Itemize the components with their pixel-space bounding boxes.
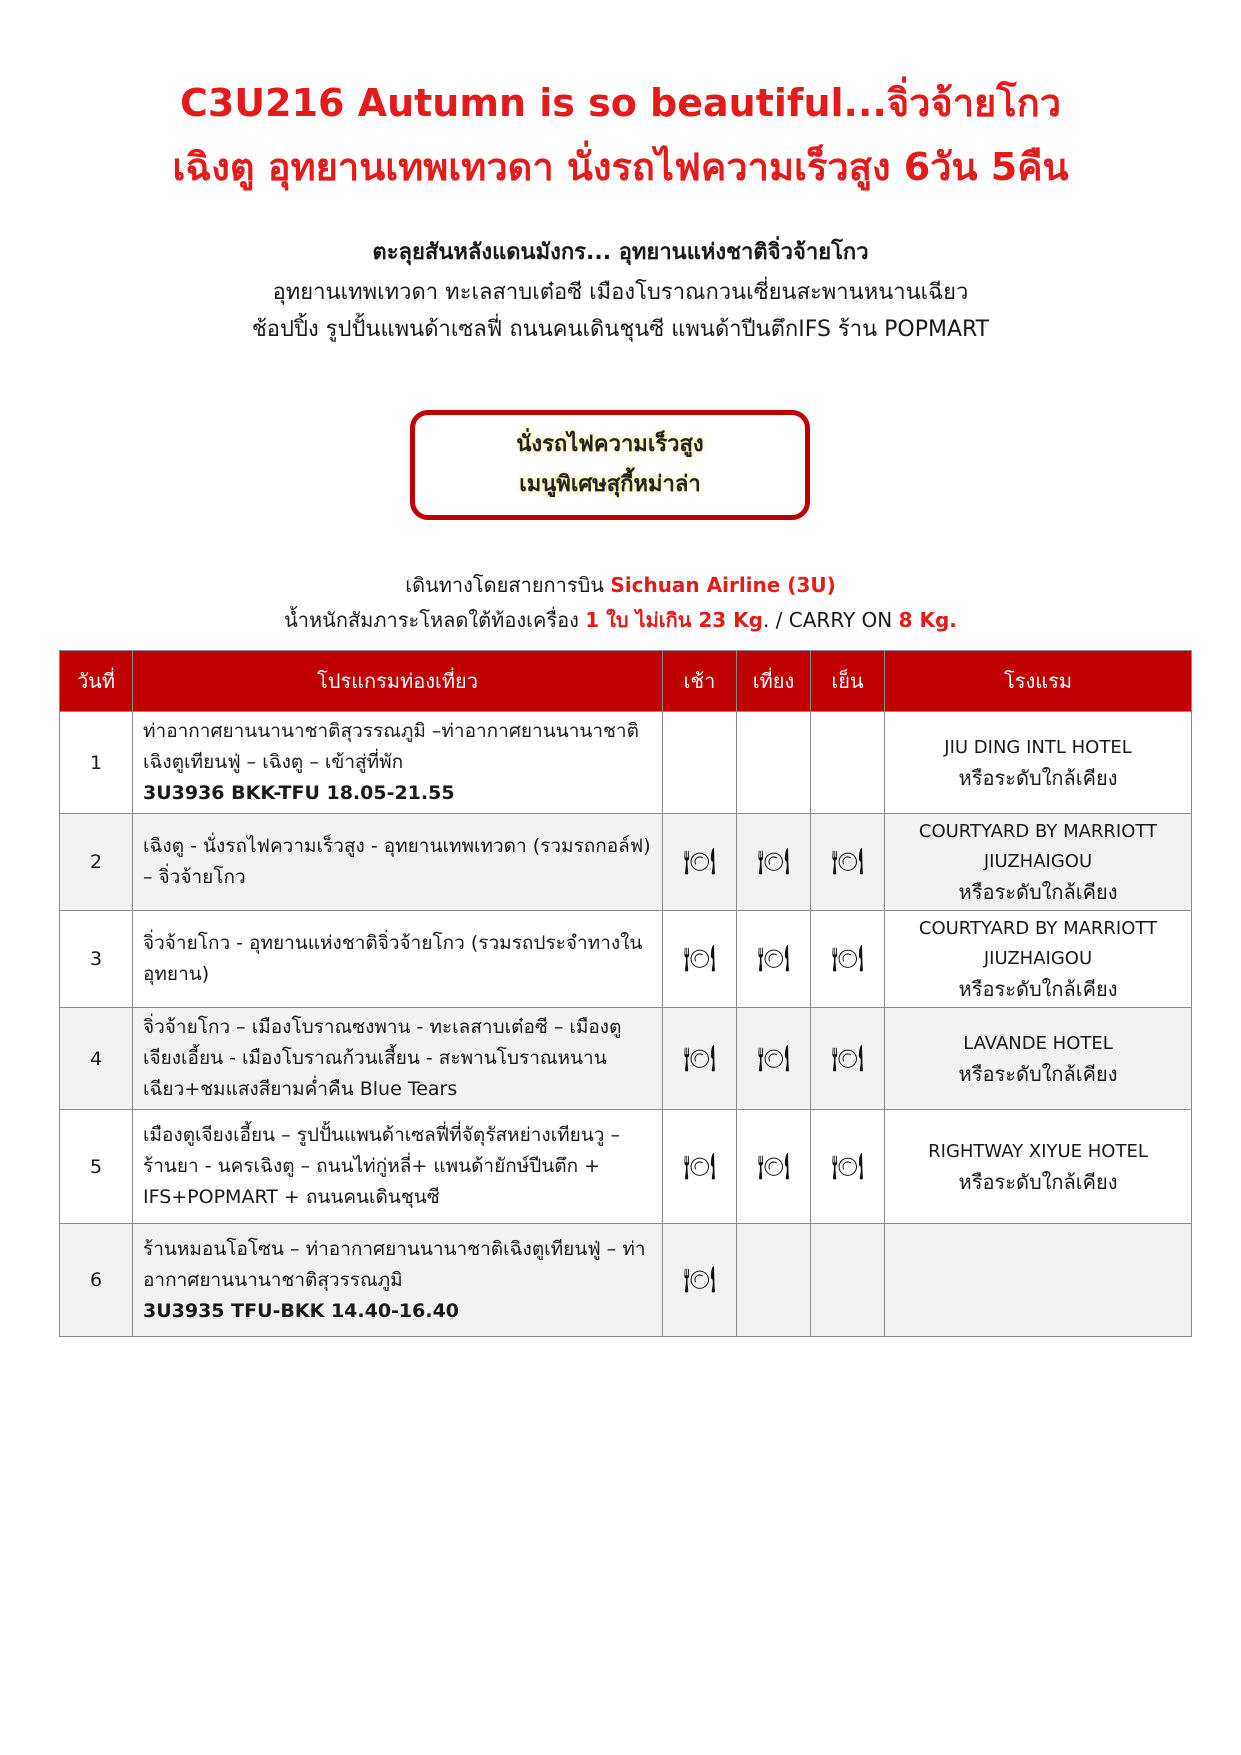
breakfast-cell: [663, 911, 737, 1008]
table-row: [60, 814, 1192, 911]
hotel-name: RIGHTWAY XIYUE HOTEL: [928, 1140, 1148, 1162]
day-number: 2: [60, 814, 133, 911]
program-cell: [133, 1110, 663, 1224]
program-cell: [133, 1008, 663, 1110]
plate-cutlery-icon: 🍽: [830, 1043, 864, 1074]
airline-name: Sichuan Airline (3U): [610, 573, 836, 597]
program-text: เฉิงตู - นั่งรถไฟความเร็วสูง - อุทยานเทพเทวดา (รวมรถกอล์ฟ) – จิ่วจ้ายโกว: [143, 835, 651, 888]
tagline: ตะลุยสันหลังแดนมังกร... อุทยานแห่งชาติจิ่วจ้ายโกว: [372, 240, 869, 265]
table-row: [60, 712, 1192, 814]
table-row: [60, 1008, 1192, 1110]
plate-cutlery-icon: 🍽: [682, 944, 716, 974]
flight-info: 3U3935 TFU-BKK 14.40-16.40: [143, 1299, 460, 1322]
highlights-line-1: อุทยานเทพเทวดา ทะเลสาบเต๋อซี เมืองโบราณกวนเซี่ยนสะพานหนานเฉียว: [272, 280, 969, 305]
program-text: ท่าอากาศยานนานาชาติสุวรรณภูมิ –ท่าอากาศยานนานาชาติเฉิงตูเทียนฟู่ – เฉิงตู – เข้าสู่ที่พัก: [143, 720, 639, 773]
dinner-cell: [811, 712, 885, 814]
program-cell: [133, 1224, 663, 1337]
lunch-cell: [737, 814, 811, 911]
program-text: จิ่วจ้ายโกว – เมืองโบราณซงพาน - ทะเลสาบเต๋อซี – เมืองตูเจียงเอี้ยน - เมืองโบราณก้วนเสี้ยน - สะพานโบราณหนานเฉียว+ชมแสงสียามค่ำคืน Blue Tears: [143, 1016, 622, 1100]
tour-title-line-2: เฉิงตู อุทยานเทพเทวดา นั่งรถไฟความเร็วสูง 6วัน 5คืน: [172, 145, 1069, 189]
program-text: ร้านหมอนโอโซน – ท่าอากาศยานนานาชาติเฉิงตูเทียนฟู่ – ท่าอากาศยานนานาชาติสุวรรณภูมิ: [143, 1237, 646, 1291]
dinner-cell: [811, 814, 885, 911]
table-header-row: [60, 651, 1192, 712]
airline-prefix: เดินทางโดยสายการบิน: [405, 573, 611, 597]
day-number: 6: [60, 1224, 133, 1337]
plate-cutlery-icon: 🍽: [756, 847, 790, 877]
hotel-alternative: หรือระดับใกล้เคียง: [958, 1169, 1118, 1194]
flight-info: 3U3936 BKK-TFU 18.05-21.55: [143, 782, 455, 804]
header-dinner: เย็น: [811, 651, 885, 712]
table-row: [60, 1110, 1192, 1224]
plate-cutlery-icon: 🍽: [756, 1043, 790, 1074]
hotel-cell: [885, 1008, 1192, 1110]
header-day: วันที่: [60, 651, 133, 712]
plate-cutlery-icon: 🍽: [756, 944, 790, 974]
itinerary-table: [59, 650, 1192, 1337]
breakfast-cell: [663, 712, 737, 814]
lunch-cell: [737, 712, 811, 814]
header-hotel: โรงแรม: [885, 651, 1192, 712]
breakfast-cell: [663, 1224, 737, 1337]
header-breakfast: เช้า: [663, 651, 737, 712]
hotel-name: COURTYARD BY MARRIOTT JIUZHAIGOU: [918, 918, 1158, 969]
baggage-allowance: 1 ใบ ไม่เกิน 23 Kg: [585, 608, 763, 632]
hotel-alternative: หรือระดับใกล้เคียง: [958, 977, 1118, 1001]
highlight-box: [410, 410, 810, 520]
hotel-cell: [885, 1110, 1192, 1224]
plate-cutlery-icon: 🍽: [830, 847, 864, 877]
day-number: 1: [60, 712, 133, 814]
table-row: [60, 1224, 1192, 1337]
program-cell: [133, 911, 663, 1008]
breakfast-cell: [663, 814, 737, 911]
header-program: โปรแกรมท่องเที่ยว: [133, 651, 663, 712]
hotel-alternative: หรือระดับใกล้เคียง: [958, 1061, 1118, 1086]
highlight-menu: เมนูพิเศษสุกี้หม่าล่า: [519, 472, 701, 497]
program-cell: [133, 814, 663, 911]
day-number: 3: [60, 911, 133, 1008]
header-lunch: เที่ยง: [737, 651, 811, 712]
hotel-cell: [885, 814, 1192, 911]
carry-on-allowance: 8 Kg: [898, 608, 950, 632]
plate-cutlery-icon: 🍽: [830, 944, 864, 974]
hotel-alternative: หรือระดับใกล้เคียง: [958, 765, 1118, 790]
carry-on-end: .: [949, 608, 957, 632]
hotel-alternative: หรือระดับใกล้เคียง: [958, 880, 1118, 904]
hotel-name: LAVANDE HOTEL: [963, 1032, 1113, 1054]
baggage-prefix: น้ำหนักสัมภาระโหลดใต้ท้องเครื่อง: [284, 608, 586, 632]
hotel-name: JIU DING INTL HOTEL: [944, 736, 1132, 758]
program-text: เมืองตูเจียงเอี้ยน – รูปปั้นแพนด้าเซลฟี่ที่จัตุรัสหย่างเทียนวู – ร้านยา - นครเฉิงตู – ถนนไท่กู่หลี่+ แพนด้ายักษ์ปีนตึก + IFS+POPMART + ถนนคนเดินชุนซี: [143, 1124, 621, 1208]
lunch-cell: [737, 1224, 811, 1337]
highlights-line-2: ช้อปปิ้ง รูปปั้นแพนด้าเซลฟี่ ถนนคนเดินชุนซี แพนด้าปีนตึกIFS ร้าน POPMART: [251, 317, 990, 342]
carry-on-prefix: . / CARRY ON: [762, 608, 899, 632]
lunch-cell: [737, 911, 811, 1008]
plate-cutlery-icon: 🍽: [756, 1151, 790, 1182]
hotel-name: COURTYARD BY MARRIOTT JIUZHAIGOU: [918, 821, 1158, 872]
hotel-cell: [885, 712, 1192, 814]
table-row: [60, 911, 1192, 1008]
breakfast-cell: [663, 1110, 737, 1224]
plate-cutlery-icon: 🍽: [682, 1265, 716, 1295]
plate-cutlery-icon: 🍽: [682, 847, 716, 877]
tour-title-line-1: C3U216 Autumn is so beautiful...จิ่วจ้ายโกว: [179, 81, 1062, 125]
airline-line: [0, 568, 1241, 602]
day-number: 5: [60, 1110, 133, 1224]
dinner-cell: [811, 1110, 885, 1224]
dinner-cell: [811, 1008, 885, 1110]
dinner-cell: [811, 911, 885, 1008]
hotel-cell: [885, 1224, 1192, 1337]
highlight-train: นั่งรถไฟความเร็วสูง: [516, 432, 704, 457]
hotel-cell: [885, 911, 1192, 1008]
lunch-cell: [737, 1008, 811, 1110]
baggage-line: [0, 603, 1241, 637]
plate-cutlery-icon: 🍽: [682, 1151, 716, 1182]
dinner-cell: [811, 1224, 885, 1337]
plate-cutlery-icon: 🍽: [830, 1151, 864, 1182]
plate-cutlery-icon: 🍽: [682, 1043, 716, 1074]
breakfast-cell: [663, 1008, 737, 1110]
program-text: จิ่วจ้ายโกว - อุทยานแห่งชาติจิ่วจ้ายโกว (รวมรถประจำทางในอุทยาน): [143, 932, 643, 985]
lunch-cell: [737, 1110, 811, 1224]
program-cell: [133, 712, 663, 814]
day-number: 4: [60, 1008, 133, 1110]
